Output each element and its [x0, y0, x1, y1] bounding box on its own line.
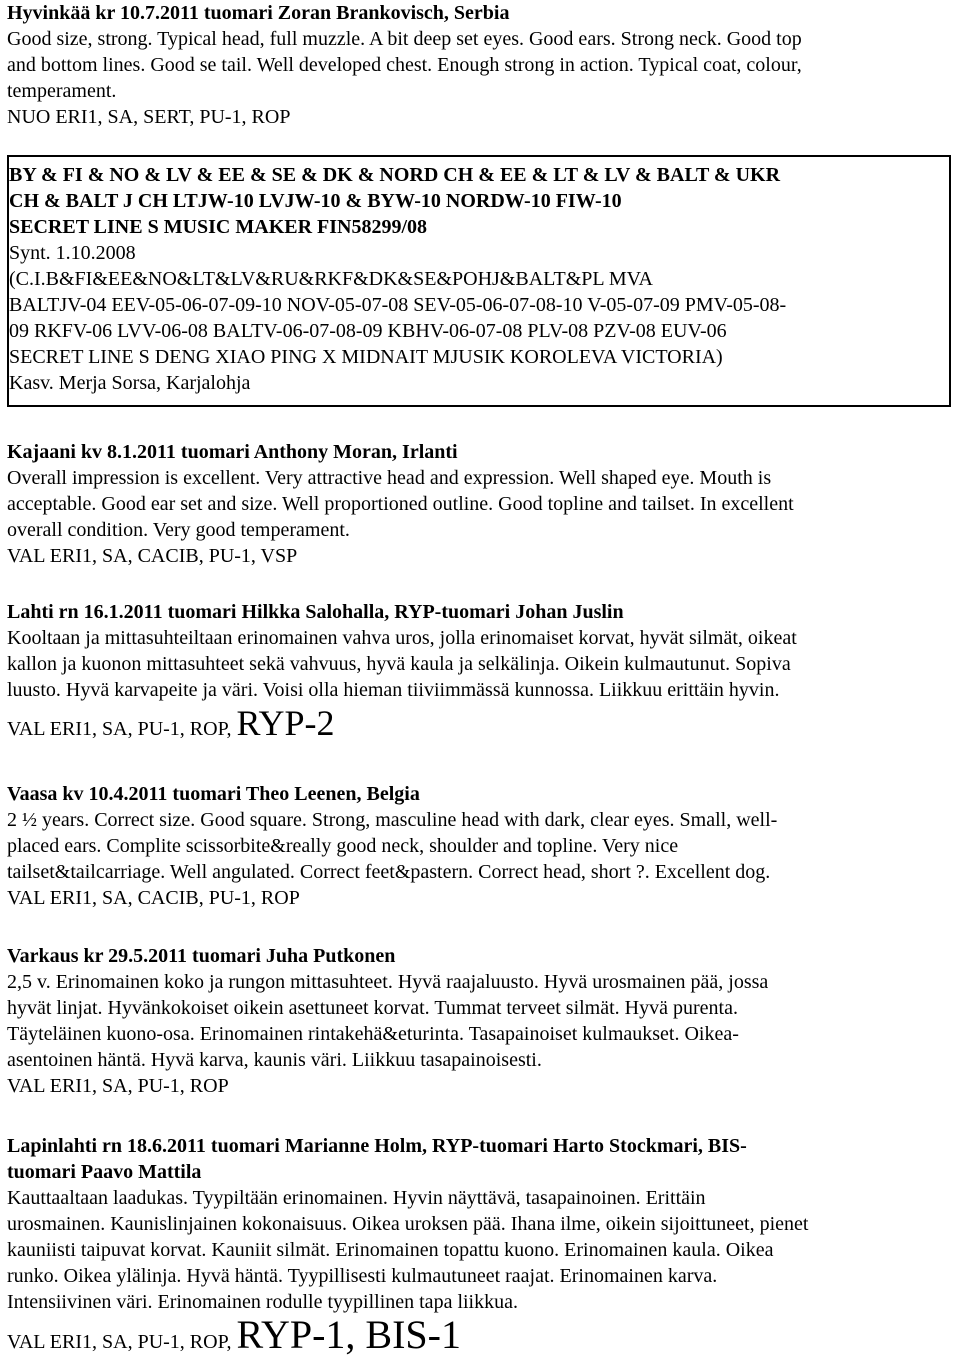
critique-line: Täyteläinen kuono-osa. Erinomainen rintakehä&eturinta. Tasapainoiset kulmaukset. Oikea-	[7, 1023, 739, 1045]
pedigree-box	[7, 155, 951, 407]
show-entry-varkaus	[7, 943, 953, 1099]
show-result-line	[7, 1312, 953, 1364]
show-result: VAL ERI1, SA, CACIB, PU-1, ROP	[7, 887, 300, 909]
show-entry-vaasa	[7, 781, 953, 911]
birth-date: Synt. 1.10.2008	[9, 242, 136, 264]
critique-line: placed ears. Complite scissorbite&really good neck, shoulder and topline. Very nice	[7, 835, 679, 857]
critique-line: urosmainen. Kaunislinjainen kokonaisuus. Oikea uroksen pää. Ihana ilme, oikein sijoittuneet, pienet	[7, 1213, 809, 1235]
show-result: VAL ERI1, SA, PU-1, ROP,	[7, 1331, 237, 1353]
dog-titles-line: BY & FI & NO & LV & EE & SE & DK & NORD CH & EE & LT & LV & BALT & UKR	[9, 164, 781, 186]
show-result-line	[7, 703, 953, 749]
critique-line: Overall impression is excellent. Very attractive head and expression. Well shaped eye. Mouth is	[7, 467, 772, 489]
critique-line: tailset&tailcarriage. Well angulated. Correct feet&pastern. Correct head, short ?. Excellent dog.	[7, 861, 771, 883]
critique-line: Intensiivinen väri. Erinomainen rodulle tyypillinen tapa liikkua.	[7, 1291, 518, 1313]
parents-line: BALTJV-04 EEV-05-06-07-09-10 NOV-05-07-08 SEV-05-06-07-08-10 V-05-07-09 PMV-05-08-	[9, 294, 787, 316]
show-entry-kajaani	[7, 439, 953, 569]
critique-line: temperament.	[7, 80, 117, 102]
show-entry-lapinlahti	[7, 1133, 953, 1364]
critique-line: asentoinen häntä. Hyvä karva, kaunis väri. Liikkuu tasapainoisesti.	[7, 1049, 542, 1071]
critique-line: Kooltaan ja mittasuhteiltaan erinomainen vahva uros, jolla erinomaiset korvat, hyvät silmät, oikeat	[7, 627, 797, 649]
show-result-award: RYP-2	[236, 703, 335, 743]
critique-line: runko. Oikea ylälinja. Hyvä häntä. Tyypillisesti kulmautuneet raajat. Erinomainen karva.	[7, 1265, 718, 1287]
show-result: NUO ERI1, SA, SERT, PU-1, ROP	[7, 106, 291, 128]
show-heading: Varkaus kr 29.5.2011 tuomari Juha Putkonen	[7, 945, 396, 967]
critique-line: hyvät linjat. Hyvänkokoiset oikein asettuneet korvat. Tummat terveet silmät. Hyvä purenta.	[7, 997, 738, 1019]
show-heading: tuomari Paavo Mattila	[7, 1161, 202, 1183]
show-result-award: RYP-1, BIS-1	[236, 1312, 461, 1357]
critique-line: 2,5 v. Erinomainen koko ja rungon mittasuhteet. Hyvä raajaluusto. Hyvä urosmainen pää, jossa	[7, 971, 769, 993]
show-heading: Vaasa kv 10.4.2011 tuomari Theo Leenen, Belgia	[7, 783, 420, 805]
critique-line: kauniisti taipuvat korvat. Kauniit silmät. Erinomainen topattu kuono. Erinomainen kaula. Oikea	[7, 1239, 774, 1261]
critique-line: Good size, strong. Typical head, full muzzle. A bit deep set eyes. Good ears. Strong neck. Good top	[7, 28, 802, 50]
critique-line: acceptable. Good ear set and size. Well proportioned outline. Good topline and tailset. In excellent	[7, 493, 794, 515]
show-heading: Kajaani kv 8.1.2011 tuomari Anthony Moran, Irlanti	[7, 441, 458, 463]
critique-line: and bottom lines. Good se tail. Well developed chest. Enough strong in action. Typical coat, colour,	[7, 54, 802, 76]
critique-line: Kauttaaltaan laadukas. Tyypiltään erinomainen. Hyvin näyttävä, tasapainoinen. Erittäin	[7, 1187, 706, 1209]
show-entry-hyvinkaa	[7, 0, 953, 130]
show-result: VAL ERI1, SA, CACIB, PU-1, VSP	[7, 545, 298, 567]
show-heading: Lapinlahti rn 18.6.2011 tuomari Marianne Holm, RYP-tuomari Harto Stockmari, BIS-	[7, 1135, 747, 1157]
show-heading: Hyvinkää kr 10.7.2011 tuomari Zoran Brankovisch, Serbia	[7, 2, 510, 24]
critique-line: kallon ja kuonon mittasuhteet sekä vahvuus, hyvä kaula ja selkälinja. Oikein kulmautunut. Sopiva	[7, 653, 791, 675]
critique-line: luusto. Hyvä karvapeite ja väri. Voisi olla hieman tiiviimmässä kunnossa. Liikkuu erittäin hyvin.	[7, 679, 780, 701]
parents-line: (C.I.B&FI&EE&NO&LT&LV&RU&RKF&DK&SE&POHJ&BALT&PL MVA	[9, 268, 653, 290]
parents-line: 09 RKFV-06 LVV-06-08 BALTV-06-07-08-09 KBHV-06-07-08 PLV-08 PZV-08 EUV-06	[9, 320, 727, 342]
show-heading: Lahti rn 16.1.2011 tuomari Hilkka Salohalla, RYP-tuomari Johan Juslin	[7, 601, 624, 623]
show-result: VAL ERI1, SA, PU-1, ROP	[7, 1075, 229, 1097]
parents-line: SECRET LINE S DENG XIAO PING X MIDNAIT MJUSIK KOROLEVA VICTORIA)	[9, 346, 723, 368]
breeder: Kasv. Merja Sorsa, Karjalohja	[9, 372, 251, 394]
show-entry-lahti	[7, 599, 953, 749]
show-result: VAL ERI1, SA, PU-1, ROP,	[7, 718, 237, 740]
critique-line: 2 ½ years. Correct size. Good square. Strong, masculine head with dark, clear eyes. Small, well-	[7, 809, 778, 831]
critique-line: overall condition. Very good temperament.	[7, 519, 350, 541]
dog-titles-line: CH & BALT J CH LTJW-10 LVJW-10 & BYW-10 NORDW-10 FIW-10	[9, 190, 622, 212]
dog-name: SECRET LINE S MUSIC MAKER FIN58299/08	[9, 216, 428, 238]
